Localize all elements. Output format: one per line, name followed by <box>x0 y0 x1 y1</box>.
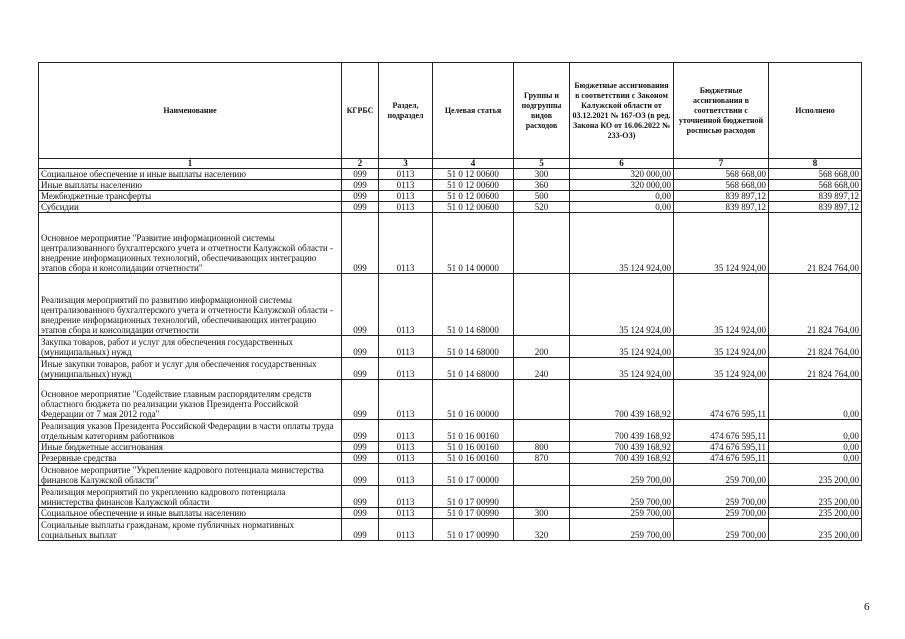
row-target: 51 0 12 00600 <box>433 202 514 213</box>
table-row <box>39 420 862 442</box>
column-number: 4 <box>433 159 514 169</box>
table-row <box>39 191 862 202</box>
row-law-allocation: 35 124 924,00 <box>570 358 674 380</box>
row-group: 870 <box>514 453 570 464</box>
row-target: 51 0 14 00000 <box>433 213 514 274</box>
row-name: Субсидии <box>39 202 342 213</box>
row-kgrbs: 099 <box>342 420 379 442</box>
row-refined-allocation: 35 124 924,00 <box>674 274 769 336</box>
row-group <box>514 213 570 274</box>
table-row <box>39 453 862 464</box>
column-number-row <box>39 159 862 169</box>
row-name: Реализация мероприятий по укреплению кадрового потенциала министерства финансов Калужской области <box>39 486 342 508</box>
row-kgrbs: 099 <box>342 180 379 191</box>
header-refined-allocations: Бюджетные ассигнования в соответствии с уточненной бюджетной росписью расходов <box>674 63 769 159</box>
row-target: 51 0 12 00600 <box>433 191 514 202</box>
row-executed: 235 200,00 <box>769 508 862 519</box>
row-name: Закупка товаров, работ и услуг для обеспечения государственных (муниципальных) нужд <box>39 336 342 358</box>
row-refined-allocation: 474 676 595,11 <box>674 453 769 464</box>
header-section: Раздел, подраздел <box>379 63 433 159</box>
column-number: 8 <box>769 159 862 169</box>
row-refined-allocation: 259 700,00 <box>674 464 769 486</box>
table-row <box>39 442 862 453</box>
row-kgrbs: 099 <box>342 213 379 274</box>
row-group <box>514 486 570 508</box>
row-section: 0113 <box>379 336 433 358</box>
row-target: 51 0 14 68000 <box>433 274 514 336</box>
row-executed: 21 824 764,00 <box>769 274 862 336</box>
row-section: 0113 <box>379 453 433 464</box>
header-name: Наименование <box>39 63 342 159</box>
budget-execution-table <box>38 62 862 541</box>
row-law-allocation: 320 000,00 <box>570 169 674 180</box>
row-target: 51 0 12 00600 <box>433 180 514 191</box>
row-group <box>514 380 570 420</box>
row-executed: 235 200,00 <box>769 519 862 541</box>
row-executed: 0,00 <box>769 420 862 442</box>
row-group: 320 <box>514 519 570 541</box>
row-law-allocation: 700 439 168,92 <box>570 442 674 453</box>
row-target: 51 0 16 00160 <box>433 420 514 442</box>
header-groups: Группы и подгруппы видов расходов <box>514 63 570 159</box>
row-section: 0113 <box>379 442 433 453</box>
table-row <box>39 180 862 191</box>
table-row <box>39 336 862 358</box>
row-refined-allocation: 259 700,00 <box>674 486 769 508</box>
row-kgrbs: 099 <box>342 453 379 464</box>
table-row <box>39 519 862 541</box>
row-kgrbs: 099 <box>342 486 379 508</box>
header-law-allocations: Бюджетные ассигнования в соответствии с Законом Калужской области от 03.12.2021 № 167-ОЗ (в ред. Закона КО от 16.06.2022 № 233-ОЗ) <box>570 63 674 159</box>
row-kgrbs: 099 <box>342 169 379 180</box>
row-kgrbs: 099 <box>342 380 379 420</box>
row-target: 51 0 14 68000 <box>433 358 514 380</box>
row-name: Межбюджетные трансферты <box>39 191 342 202</box>
page-number: 6 <box>864 601 870 613</box>
row-group: 200 <box>514 336 570 358</box>
row-kgrbs: 099 <box>342 358 379 380</box>
table-row <box>39 213 862 274</box>
row-refined-allocation: 568 668,00 <box>674 169 769 180</box>
row-section: 0113 <box>379 169 433 180</box>
row-law-allocation: 0,00 <box>570 191 674 202</box>
row-name: Основное мероприятие "Развитие информационной системы централизованного бухгалтерского учета и отчетности Калужской области - внедрение информационных технологий, обеспечивающих интеграцию этапов сбора и консолидации отчетности" <box>39 213 342 274</box>
row-name: Иные бюджетные ассигнования <box>39 442 342 453</box>
row-name: Реализация указов Президента Российской Федерации в части оплаты труда отдельным категориям работников <box>39 420 342 442</box>
row-law-allocation: 259 700,00 <box>570 464 674 486</box>
row-section: 0113 <box>379 358 433 380</box>
table-header-row <box>39 63 862 159</box>
row-section: 0113 <box>379 420 433 442</box>
row-name: Основное мероприятие "Укрепление кадрового потенциала министерства финансов Калужской области" <box>39 464 342 486</box>
row-executed: 21 824 764,00 <box>769 213 862 274</box>
row-group <box>514 274 570 336</box>
table-row <box>39 202 862 213</box>
row-section: 0113 <box>379 464 433 486</box>
table-body <box>39 169 862 541</box>
row-target: 51 0 16 00160 <box>433 453 514 464</box>
row-section: 0113 <box>379 213 433 274</box>
row-refined-allocation: 839 897,12 <box>674 202 769 213</box>
row-law-allocation: 35 124 924,00 <box>570 336 674 358</box>
table-row <box>39 464 862 486</box>
row-target: 51 0 17 00000 <box>433 464 514 486</box>
row-section: 0113 <box>379 274 433 336</box>
row-executed: 0,00 <box>769 380 862 420</box>
row-group: 240 <box>514 358 570 380</box>
row-target: 51 0 17 00990 <box>433 508 514 519</box>
row-name: Иные закупки товаров, работ и услуг для обеспечения государственных (муниципальных) нужд <box>39 358 342 380</box>
row-refined-allocation: 259 700,00 <box>674 519 769 541</box>
row-refined-allocation: 568 668,00 <box>674 180 769 191</box>
column-number: 3 <box>379 159 433 169</box>
table-row <box>39 380 862 420</box>
row-name: Социальное обеспечение и иные выплаты населению <box>39 508 342 519</box>
row-executed: 21 824 764,00 <box>769 336 862 358</box>
header-executed: Исполнено <box>769 63 862 159</box>
row-refined-allocation: 35 124 924,00 <box>674 336 769 358</box>
row-law-allocation: 259 700,00 <box>570 486 674 508</box>
row-executed: 235 200,00 <box>769 464 862 486</box>
column-number: 1 <box>39 159 342 169</box>
row-kgrbs: 099 <box>342 442 379 453</box>
row-section: 0113 <box>379 486 433 508</box>
row-law-allocation: 320 000,00 <box>570 180 674 191</box>
column-number: 2 <box>342 159 379 169</box>
row-name: Социальные выплаты гражданам, кроме публичных нормативных социальных выплат <box>39 519 342 541</box>
row-law-allocation: 35 124 924,00 <box>570 274 674 336</box>
row-kgrbs: 099 <box>342 464 379 486</box>
row-law-allocation: 0,00 <box>570 202 674 213</box>
row-group: 300 <box>514 169 570 180</box>
row-section: 0113 <box>379 508 433 519</box>
row-name: Социальное обеспечение и иные выплаты населению <box>39 169 342 180</box>
row-name: Иные выплаты населению <box>39 180 342 191</box>
row-target: 51 0 16 00160 <box>433 442 514 453</box>
table-row <box>39 486 862 508</box>
row-refined-allocation: 259 700,00 <box>674 508 769 519</box>
table-row <box>39 358 862 380</box>
row-kgrbs: 099 <box>342 274 379 336</box>
row-group <box>514 464 570 486</box>
row-kgrbs: 099 <box>342 202 379 213</box>
row-executed: 0,00 <box>769 453 862 464</box>
row-section: 0113 <box>379 191 433 202</box>
row-group: 520 <box>514 202 570 213</box>
row-law-allocation: 700 439 168,92 <box>570 420 674 442</box>
row-law-allocation: 259 700,00 <box>570 508 674 519</box>
row-law-allocation: 700 439 168,92 <box>570 453 674 464</box>
row-executed: 568 668,00 <box>769 169 862 180</box>
row-executed: 21 824 764,00 <box>769 358 862 380</box>
row-name: Основное мероприятие "Содействие главным распорядителям средств областного бюджета по реализации указов Президента Российской Федерации от 7 мая 2012 года" <box>39 380 342 420</box>
row-kgrbs: 099 <box>342 336 379 358</box>
row-section: 0113 <box>379 380 433 420</box>
row-target: 51 0 17 00990 <box>433 519 514 541</box>
row-law-allocation: 700 439 168,92 <box>570 380 674 420</box>
row-refined-allocation: 474 676 595,11 <box>674 442 769 453</box>
row-law-allocation: 35 124 924,00 <box>570 213 674 274</box>
row-refined-allocation: 35 124 924,00 <box>674 213 769 274</box>
row-kgrbs: 099 <box>342 519 379 541</box>
row-target: 51 0 14 68000 <box>433 336 514 358</box>
row-group: 360 <box>514 180 570 191</box>
row-section: 0113 <box>379 202 433 213</box>
row-target: 51 0 17 00990 <box>433 486 514 508</box>
row-name: Реализация мероприятий по развитию информационной системы централизованного бухгалтерского учета и отчетности Калужской области - внедрение информационных технологий, обеспечивающих интеграцию этапов сбора и консолидации отчетности <box>39 274 342 336</box>
row-group <box>514 420 570 442</box>
column-number: 6 <box>570 159 674 169</box>
row-target: 51 0 12 00600 <box>433 169 514 180</box>
row-executed: 0,00 <box>769 442 862 453</box>
row-refined-allocation: 474 676 595,11 <box>674 420 769 442</box>
row-target: 51 0 16 00000 <box>433 380 514 420</box>
row-law-allocation: 259 700,00 <box>570 519 674 541</box>
row-name: Резервные средства <box>39 453 342 464</box>
row-executed: 235 200,00 <box>769 486 862 508</box>
column-number: 5 <box>514 159 570 169</box>
table-row <box>39 274 862 336</box>
header-kgrbs: КГРБС <box>342 63 379 159</box>
row-section: 0113 <box>379 519 433 541</box>
row-refined-allocation: 35 124 924,00 <box>674 358 769 380</box>
row-executed: 568 668,00 <box>769 180 862 191</box>
row-section: 0113 <box>379 180 433 191</box>
row-kgrbs: 099 <box>342 508 379 519</box>
header-target: Целевая статья <box>433 63 514 159</box>
row-refined-allocation: 839 897,12 <box>674 191 769 202</box>
row-executed: 839 897,12 <box>769 191 862 202</box>
row-kgrbs: 099 <box>342 191 379 202</box>
table-row <box>39 169 862 180</box>
row-refined-allocation: 474 676 595,11 <box>674 380 769 420</box>
column-number: 7 <box>674 159 769 169</box>
table-row <box>39 508 862 519</box>
row-group: 500 <box>514 191 570 202</box>
row-group: 300 <box>514 508 570 519</box>
row-executed: 839 897,12 <box>769 202 862 213</box>
row-group: 800 <box>514 442 570 453</box>
